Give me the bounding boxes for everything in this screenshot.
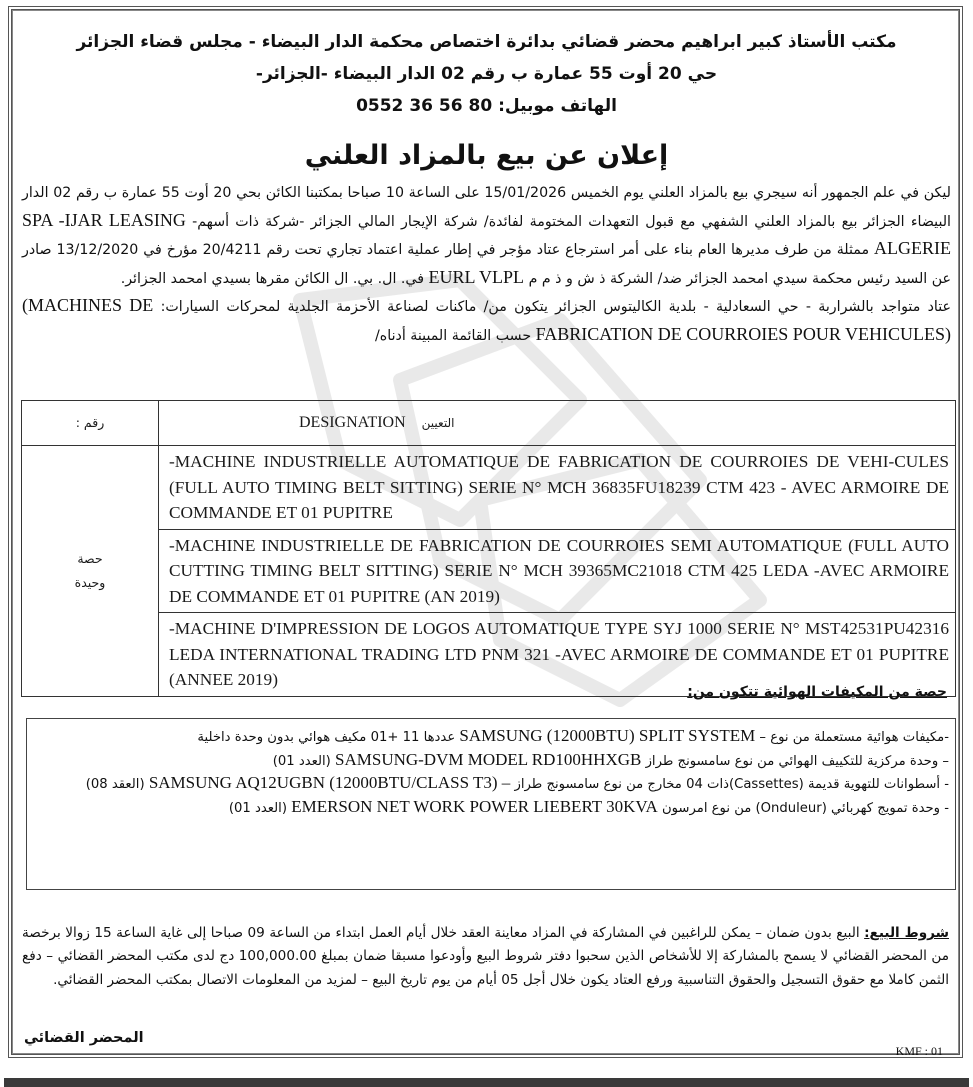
header-designation-ar: التعيين [421, 415, 455, 430]
ac-item [35, 796, 949, 820]
ac-section-heading: حصة من المكيفات الهوائية تتكون من: [687, 684, 947, 700]
conditions-text: البيع بدون ضمان – يمكن للراغبين في المشاركة في المزاد معاينة العقد خلال أيام العمل ابتداء من الساعة 09 صباحا إلى غاية الساعة 15 زوالا برخصة من المحضر القضائي لا يسمح بالمشاركة إلا للأشخاص الذين سحبوا دفتر شروط البيع وأودعوا مسبقا ضمان بمبلغ 100,000.00 دج لدى مكتب المحضر القضائي – دفع الثمن كاملا مع حقوق التسجيل والحقوق التناسبية ورفع العتاد يكون خلال أجل 05 أيام من يوم تاريخ البيع – لمزيد من المعلومات الاتصال بمكتب المحضر القضائي. [22, 925, 949, 988]
machines-table [21, 400, 956, 697]
machine-item: -MACHINE INDUSTRIELLE AUTOMATIQUE DE FABRICATION DE COURROIES DE VEHI-CULES (FULL AUTO TIMING BELT SITTING) SERIE N° MCH 36835FU18239 CTM 423 - AVEC ARMOIRE DE COMMANDE ET 01 PUPITRE [159, 446, 956, 530]
ac-item-text: - وحدة تمويج كهربائي (Onduleur) من نوع امرسون [661, 800, 949, 816]
table-header-row [22, 401, 956, 446]
reference-code: KMF : 01 [895, 1044, 943, 1058]
office-phone: الهاتف موبيل: 80 56 36 0552 [356, 96, 617, 116]
page-edge-strip [4, 1078, 969, 1087]
header-number: رقم : [22, 401, 159, 446]
ac-item [35, 749, 949, 773]
ac-item-model: SAMSUNG AQ12UGBN (12000BTU/CLASS T3) – [148, 773, 511, 793]
office-header [20, 26, 953, 122]
conditions-label: شروط البيع: [864, 925, 949, 941]
ac-item-quantity: (العدد 01) [272, 753, 331, 769]
ac-item-text: -مكيفات هوائية مستعملة من نوع – [759, 730, 949, 745]
header-designation [159, 401, 956, 446]
lot-label [22, 446, 159, 697]
ac-item [35, 772, 949, 796]
signature: المحضر القضائي [24, 1030, 144, 1046]
notice-intro [22, 180, 951, 349]
ac-item [35, 725, 949, 749]
notice-title: إعلان عن بيع بالمزاد العلني [304, 140, 669, 171]
machine-item: -MACHINE INDUSTRIELLE DE FABRICATION DE COURROIES SEMI AUTOMATIQUE (FULL AUTO CUTTING TIMING BELT SITTING) SERIE N° MCH 39365MC21018 CTM 425 LEDA -AVEC ARMOIRE DE COMMANDE ET 01 PUPITRE (AN 2019) [159, 529, 956, 613]
office-address: حي 20 أوت 55 عمارة ب رقم 02 الدار البيضاء -الجزائر- [255, 64, 718, 84]
ac-item-quantity: (العقد 08) [85, 777, 145, 793]
creditor-company: SPA -IJAR LEASING ALGERIE [22, 209, 951, 258]
ac-item-model: SAMSUNG (12000BTU) SPLIT SYSTEM [459, 726, 756, 745]
machine-item: -MACHINE D'IMPRESSION DE LOGOS AUTOMATIQUE TYPE SYJ 1000 SERIE N° MST42531PU42316 LEDA INTERNATIONAL TRADING LTD PNM 321 -AVEC ARMOIRE DE COMMANDE ET 01 PUPITRE (ANNEE 2019) [159, 613, 956, 697]
lot-label-line2: وحيدة [74, 574, 106, 590]
table-row [22, 529, 956, 613]
table-row [22, 446, 956, 530]
intro-text-2: ممثلة من طرف مديرها العام بناء على أمر استرجاع عتاد مؤجر في إطار عملية اعتماد تجاري تحت رقم 20/4211 مؤرخ في 13/12/2020 صادر عن السيد رئيس محكمة سيدي امحمد الجزائر ضد/ الشركة ذ ش و ذ م م [22, 242, 951, 287]
intro-text-3: في. ال. بي. ال الكائن مقرها بسيدي امحمد الجزائر. [120, 270, 425, 287]
intro-text-4: حسب القائمة المبينة أدناه/ [375, 327, 532, 344]
debtor-company: EURL VLPL [428, 266, 525, 287]
intro-text-1: ليكن في علم الجمهور أنه سيجري بيع بالمزاد العلني يوم الخميس 15/01/2026 على الساعة 10 صباحا بمكتبنا الكائن بحي 20 أوت 55 عمارة ب رقم 02 الدار البيضاء الجزائر بيع بالمزاد العلني الشفهي مع قبول التعهدات المختومة لفائدة/ شركة الإيجار المالي الجزائر -شركة ذات أسهم- [22, 185, 951, 230]
ac-item-text: - أسطوانات للتهوية قديمة (Cassettes)ذات 04 مخارج من نوع سامسونج طراز [514, 777, 949, 793]
ac-item-quantity: عددها 11 +01 مكيف هوائي بدون وحدة داخلية [197, 730, 456, 745]
office-name: مكتب الأستاذ كبير ابراهيم محضر قضائي بدائرة اختصاص محكمة الدار البيضاء - مجلس قضاء الجزائر [76, 32, 897, 52]
ac-item-quantity: (العدد 01) [228, 800, 287, 816]
ac-items-box [26, 718, 956, 890]
ac-item-text: – وحدة مركزية للتكييف الهوائي من نوع سامسونج طراز [645, 753, 949, 769]
header-designation-fr: DESIGNATION [299, 413, 406, 431]
sale-conditions [22, 922, 949, 992]
equipment-type: (MACHINES DE FABRICATION DE COURROIES POUR VEHICULES) [22, 295, 951, 344]
lot-label-line1: حصة [77, 550, 103, 566]
ac-item-model: EMERSON NET WORK POWER LIEBERT 30KVA [291, 796, 658, 816]
ac-item-model: SAMSUNG-DVM MODEL RD100HHXGB [335, 749, 642, 769]
equipment-location: عتاد متواجد بالشراربة - حي السعادلية - بلدية الكاليتوس الجزائر يتكون من/ ماكنات لصناعة الأحزمة الجلدية لمحركات السيارات: [160, 299, 951, 315]
